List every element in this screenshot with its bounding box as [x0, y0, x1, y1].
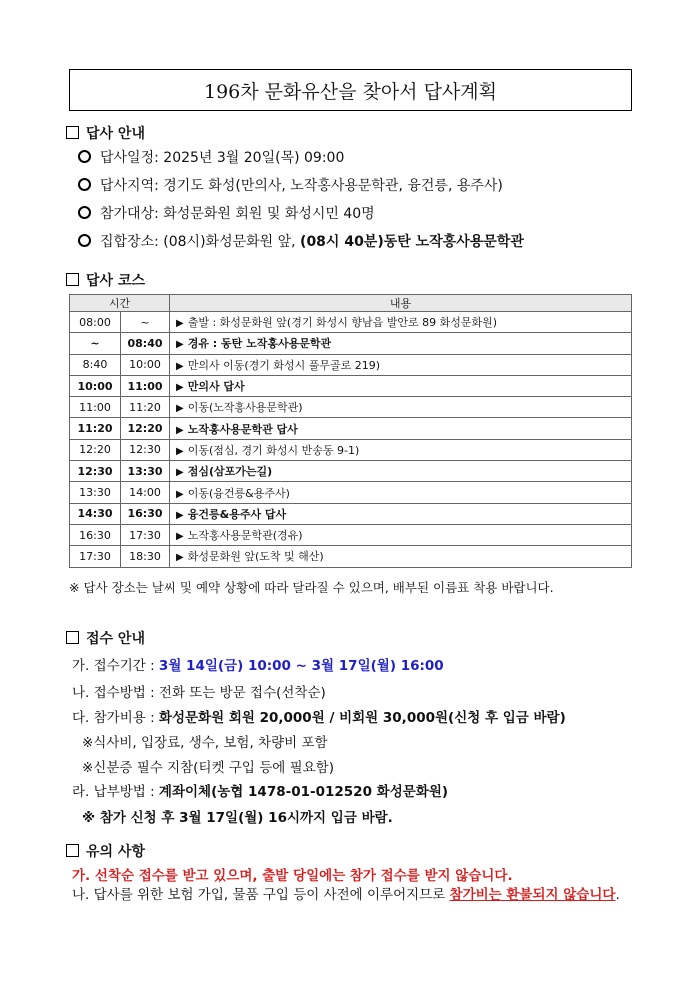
- row-content-text: 노작홍사용문학관 답사: [187, 422, 298, 436]
- course-table: [69, 294, 632, 568]
- row-content-text: 경유 : 동탄 노작홍사용문학관: [187, 337, 332, 351]
- row-start-time: ~: [70, 333, 121, 354]
- page-title: 196차 문화유산을 찾아서 답사계획: [69, 69, 632, 111]
- row-content: [170, 333, 632, 354]
- row-end-time: 08:40: [121, 333, 170, 354]
- row-content-text: 노작홍사용문학관(경유): [187, 529, 303, 543]
- table-row: [70, 503, 632, 524]
- row-content-text: 이동(점심, 경기 화성시 반송동 9-1): [187, 443, 360, 457]
- table-row: [70, 375, 632, 396]
- circle-bullet-icon: [78, 178, 91, 191]
- square-box-icon: [66, 273, 79, 286]
- row-start-time: 11:00: [70, 397, 121, 418]
- row-end-time: 11:00: [121, 375, 170, 396]
- guide-item-target: 참가대상: 화성문화원 회원 및 화성시민 40명: [78, 203, 375, 223]
- guide-item-meeting: 집합장소: (08시)화성문화원 앞, (08시 40분)동탄 노작홍사용문학관: [78, 231, 524, 251]
- right-triangle-icon: ▶: [176, 509, 184, 521]
- row-end-time: 16:30: [121, 503, 170, 524]
- right-triangle-icon: ▶: [176, 531, 184, 543]
- row-start-time: 14:30: [70, 503, 121, 524]
- header-time: 시간: [70, 295, 170, 312]
- right-triangle-icon: ▶: [176, 552, 184, 564]
- section-caution: 유의 사항: [66, 841, 145, 861]
- table-row: [70, 333, 632, 354]
- row-end-time: ~: [121, 312, 170, 333]
- row-start-time: 11:20: [70, 418, 121, 439]
- row-content: [170, 524, 632, 545]
- row-content-text: 점심(삼포가는길): [187, 465, 273, 479]
- course-note: ※ 답사 장소는 날씨 및 예약 상황에 따라 달라질 수 있으며, 배부된 이름표 착용 바랍니다.: [69, 580, 554, 595]
- square-box-icon: [66, 844, 79, 857]
- row-end-time: 13:30: [121, 461, 170, 482]
- row-end-time: 17:30: [121, 524, 170, 545]
- register-period: 가. 접수기간 : 3월 14일(금) 10:00 ~ 3월 17일(월) 16:00: [72, 658, 444, 674]
- row-start-time: 12:20: [70, 439, 121, 460]
- guide-item-schedule: 답사일정: 2025년 3월 20일(목) 09:00: [78, 147, 344, 167]
- header-content: 내용: [170, 295, 632, 312]
- row-content-text: 만의사 답사: [187, 380, 245, 394]
- row-end-time: 11:20: [121, 397, 170, 418]
- row-content-text: 만의사 이동(경기 화성시 풀무골로 219): [187, 358, 381, 372]
- right-triangle-icon: ▶: [176, 318, 184, 330]
- right-triangle-icon: ▶: [176, 424, 184, 436]
- row-start-time: 8:40: [70, 354, 121, 375]
- table-row: [70, 312, 632, 333]
- table-row: [70, 461, 632, 482]
- row-content: [170, 354, 632, 375]
- row-start-time: 16:30: [70, 524, 121, 545]
- row-start-time: 17:30: [70, 546, 121, 567]
- row-end-time: 18:30: [121, 546, 170, 567]
- section-guide: 답사 안내: [66, 123, 145, 143]
- table-row: [70, 524, 632, 545]
- right-triangle-icon: ▶: [176, 339, 184, 351]
- right-triangle-icon: ▶: [176, 382, 184, 394]
- register-payment-note: ※ 참가 신청 후 3월 17일(월) 16시까지 입금 바람.: [82, 810, 393, 826]
- row-start-time: 13:30: [70, 482, 121, 503]
- row-content: [170, 418, 632, 439]
- square-box-icon: [66, 631, 79, 644]
- table-row: [70, 439, 632, 460]
- table-row: [70, 546, 632, 567]
- row-end-time: 12:30: [121, 439, 170, 460]
- row-end-time: 10:00: [121, 354, 170, 375]
- row-start-time: 12:30: [70, 461, 121, 482]
- table-row: [70, 418, 632, 439]
- register-fee: 다. 참가비용 : 화성문화원 회원 20,000원 / 비회원 30,000원(신청 후 입금 바람): [72, 710, 566, 726]
- right-triangle-icon: ▶: [176, 360, 184, 372]
- circle-bullet-icon: [78, 234, 91, 247]
- row-content-text: 융건릉&용주사 답사: [187, 507, 287, 521]
- square-box-icon: [66, 126, 79, 139]
- right-triangle-icon: ▶: [176, 467, 184, 479]
- row-content: [170, 375, 632, 396]
- row-end-time: 12:20: [121, 418, 170, 439]
- circle-bullet-icon: [78, 150, 91, 163]
- row-content: [170, 312, 632, 333]
- section-course: 답사 코스: [66, 270, 145, 290]
- row-content-text: 화성문화원 앞(도착 및 해산): [187, 550, 324, 564]
- table-row: [70, 354, 632, 375]
- right-triangle-icon: ▶: [176, 445, 184, 457]
- row-content: [170, 397, 632, 418]
- register-payment: 라. 납부방법 : 계좌이체(농협 1478-01-012520 화성문화원): [72, 784, 449, 800]
- row-content: [170, 503, 632, 524]
- register-fee-note1: ※식사비, 입장료, 생수, 보험, 차량비 포함: [82, 735, 328, 751]
- row-content-text: 이동(융건릉&용주사): [187, 486, 290, 500]
- row-content: [170, 439, 632, 460]
- row-content: [170, 546, 632, 567]
- right-triangle-icon: ▶: [176, 488, 184, 500]
- row-end-time: 14:00: [121, 482, 170, 503]
- circle-bullet-icon: [78, 206, 91, 219]
- caution-item-2: 나. 답사를 위한 보험 가입, 물품 구입 등이 사전에 이루어지므로 참가비는 환불되지 않습니다.: [72, 887, 620, 903]
- row-content-text: 이동(노작홍사용문학관): [187, 401, 303, 415]
- row-content: [170, 461, 632, 482]
- guide-item-region: 답사지역: 경기도 화성(만의사, 노작홍사용문학관, 융건릉, 용주사): [78, 175, 503, 195]
- row-start-time: 08:00: [70, 312, 121, 333]
- section-register: 접수 안내: [66, 628, 145, 648]
- row-content-text: 출발 : 화성문화원 앞(경기 화성시 향남읍 발안로 89 화성문화원): [187, 316, 497, 330]
- row-content: [170, 482, 632, 503]
- register-fee-note2: ※신분증 필수 지참(티켓 구입 등에 필요함): [82, 760, 334, 776]
- register-method: 나. 접수방법 : 전화 또는 방문 접수(선착순): [72, 685, 326, 701]
- right-triangle-icon: ▶: [176, 403, 184, 415]
- row-start-time: 10:00: [70, 375, 121, 396]
- caution-item-1: 가. 선착순 접수를 받고 있으며, 출발 당일에는 참가 접수를 받지 않습니다.: [72, 868, 513, 884]
- table-row: [70, 397, 632, 418]
- table-row: [70, 482, 632, 503]
